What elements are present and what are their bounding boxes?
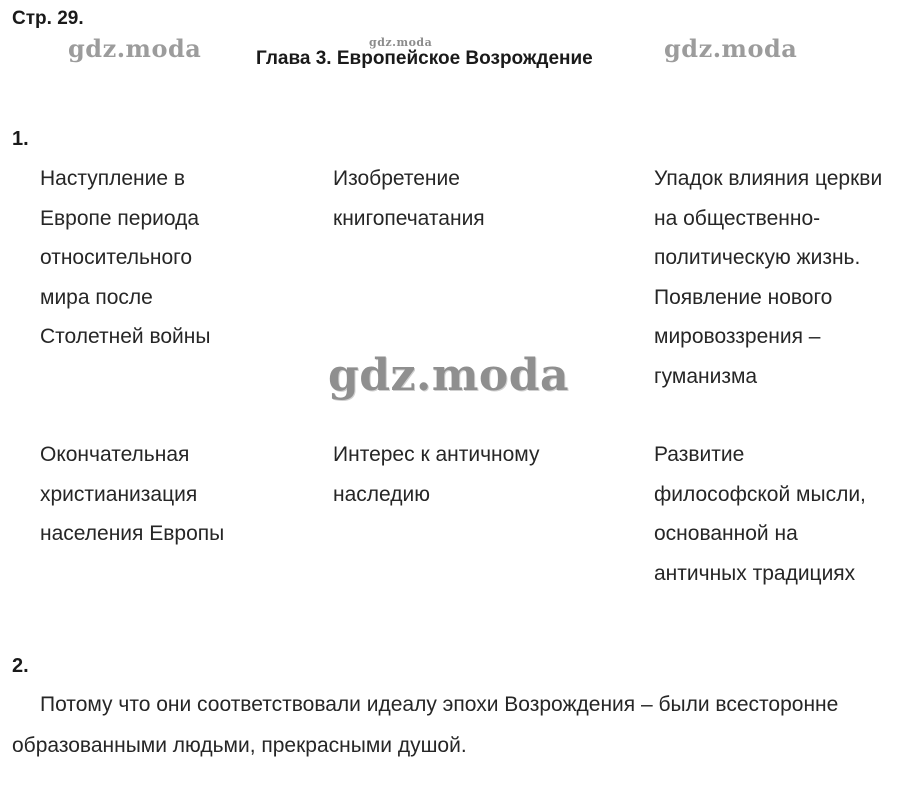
- chapter-title: Глава 3. Европейское Возрождение: [256, 48, 593, 69]
- cell-row1-col1: [40, 159, 210, 357]
- cell-line: мира после: [40, 285, 153, 309]
- cell-line: на общественно-: [654, 206, 821, 230]
- cell-line: Изобретение: [333, 167, 460, 190]
- cell-line: Европе периода: [40, 206, 200, 230]
- cell-line: мировоззрения –: [654, 325, 821, 348]
- cell-line: наследию: [333, 482, 430, 506]
- cell-line: относительного: [40, 246, 193, 269]
- cell-row1-col3: [654, 159, 882, 396]
- cell-row2-col3: [654, 435, 866, 593]
- cell-line: Развитие: [654, 443, 745, 466]
- task-2-answer: [12, 684, 838, 766]
- answer-line: образованными людьми, прекрасными душой.: [12, 734, 467, 757]
- cell-line: Появление нового: [654, 285, 833, 309]
- cell-line: гуманизма: [654, 364, 758, 388]
- cell-row2-col2: [333, 435, 539, 514]
- watermark-top-left: gdz.moda: [68, 34, 202, 63]
- cell-row1-col2: [333, 159, 485, 238]
- cell-line: христианизация: [40, 482, 198, 506]
- cell-line: Упадок влияния церкви: [654, 167, 883, 190]
- watermark-top-small: gdz.moda: [369, 36, 433, 49]
- cell-line: политическую жизнь.: [654, 246, 861, 269]
- answer-line: Потому что они соответствовали идеалу эпохи Возрождения – были всесторонне: [40, 693, 839, 716]
- cell-line: населения Европы: [40, 522, 225, 545]
- task-1-number: 1.: [12, 128, 29, 150]
- cell-line: Интерес к античному: [333, 443, 540, 466]
- cell-line: основанной на: [654, 522, 798, 545]
- cell-line: античных традициях: [654, 561, 856, 585]
- cell-line: философской мысли,: [654, 482, 866, 506]
- watermark-center: gdz.moda: [328, 350, 570, 401]
- cell-line: Столетней войны: [40, 325, 211, 348]
- cell-line: Окончательная: [40, 443, 190, 466]
- cell-row2-col1: [40, 435, 224, 554]
- cell-line: книгопечатания: [333, 206, 485, 230]
- cell-line: Наступление в: [40, 167, 186, 190]
- task-2-number: 2.: [12, 655, 29, 677]
- page-label: Стр. 29.: [12, 8, 84, 29]
- watermark-top-right: gdz.moda: [664, 34, 798, 63]
